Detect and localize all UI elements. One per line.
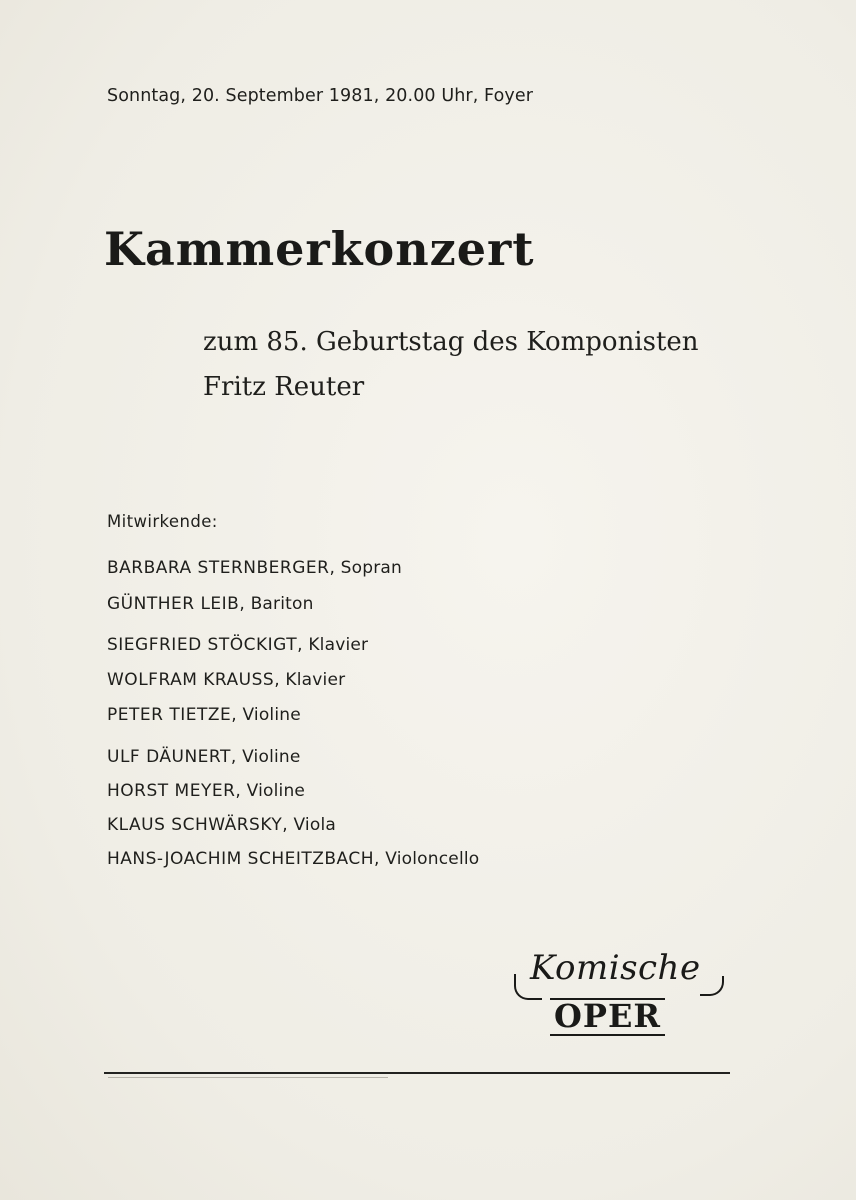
performer-name: WOLFRAM KRAUSS [107,670,275,690]
performer-name: HANS-JOACHIM SCHEITZBACH [107,849,375,869]
performer-entry [107,670,345,690]
performer-entry [107,815,336,835]
performer-name: HORST MEYER [107,781,236,801]
performer-role: , Violine [230,747,301,767]
performer-name: SIEGFRIED STÖCKIGT [107,635,298,655]
performer-name: ULF DÄUNERT [107,747,231,767]
subtitle-composer: Fritz Reuter [203,372,365,402]
performer-entry [107,849,479,869]
event-date-line: Sonntag, 20. September 1981, 20.00 Uhr, Foyer [107,86,534,106]
komische-oper-logo [514,948,724,1048]
performer-entry [107,558,402,578]
bottom-rule-divider [104,1072,730,1074]
performer-name: KLAUS SCHWÄRSKY [107,815,283,835]
performer-role: , Klavier [297,635,369,655]
subtitle-occasion: zum 85. Geburtstag des Komponisten [203,327,699,357]
logo-block-text: OPER [550,998,665,1036]
performer-role: , Klavier [274,670,346,690]
performer-entry [107,705,301,725]
performer-role: , Violine [231,705,301,725]
bottom-rule-shadow [108,1077,388,1078]
performer-name: GÜNTHER LEIB [107,594,240,614]
performer-role: , Violine [235,781,306,801]
performer-entry [107,635,368,655]
performer-name: PETER TIETZE [107,705,232,725]
performer-role: , Sopran [329,558,403,578]
participants-label: Mitwirkende: [107,512,218,531]
concert-title: Kammerkonzert [104,222,535,276]
performer-entry [107,781,305,801]
performer-role: , Bariton [239,594,314,614]
performer-role: , Violoncello [374,849,480,869]
performer-entry [107,594,314,614]
performer-role: , Viola [282,815,336,835]
logo-script-text: Komische [530,948,701,988]
performer-name: BARBARA STERNBERGER [107,558,330,578]
performer-entry [107,747,301,767]
logo-swash-right [700,976,724,996]
